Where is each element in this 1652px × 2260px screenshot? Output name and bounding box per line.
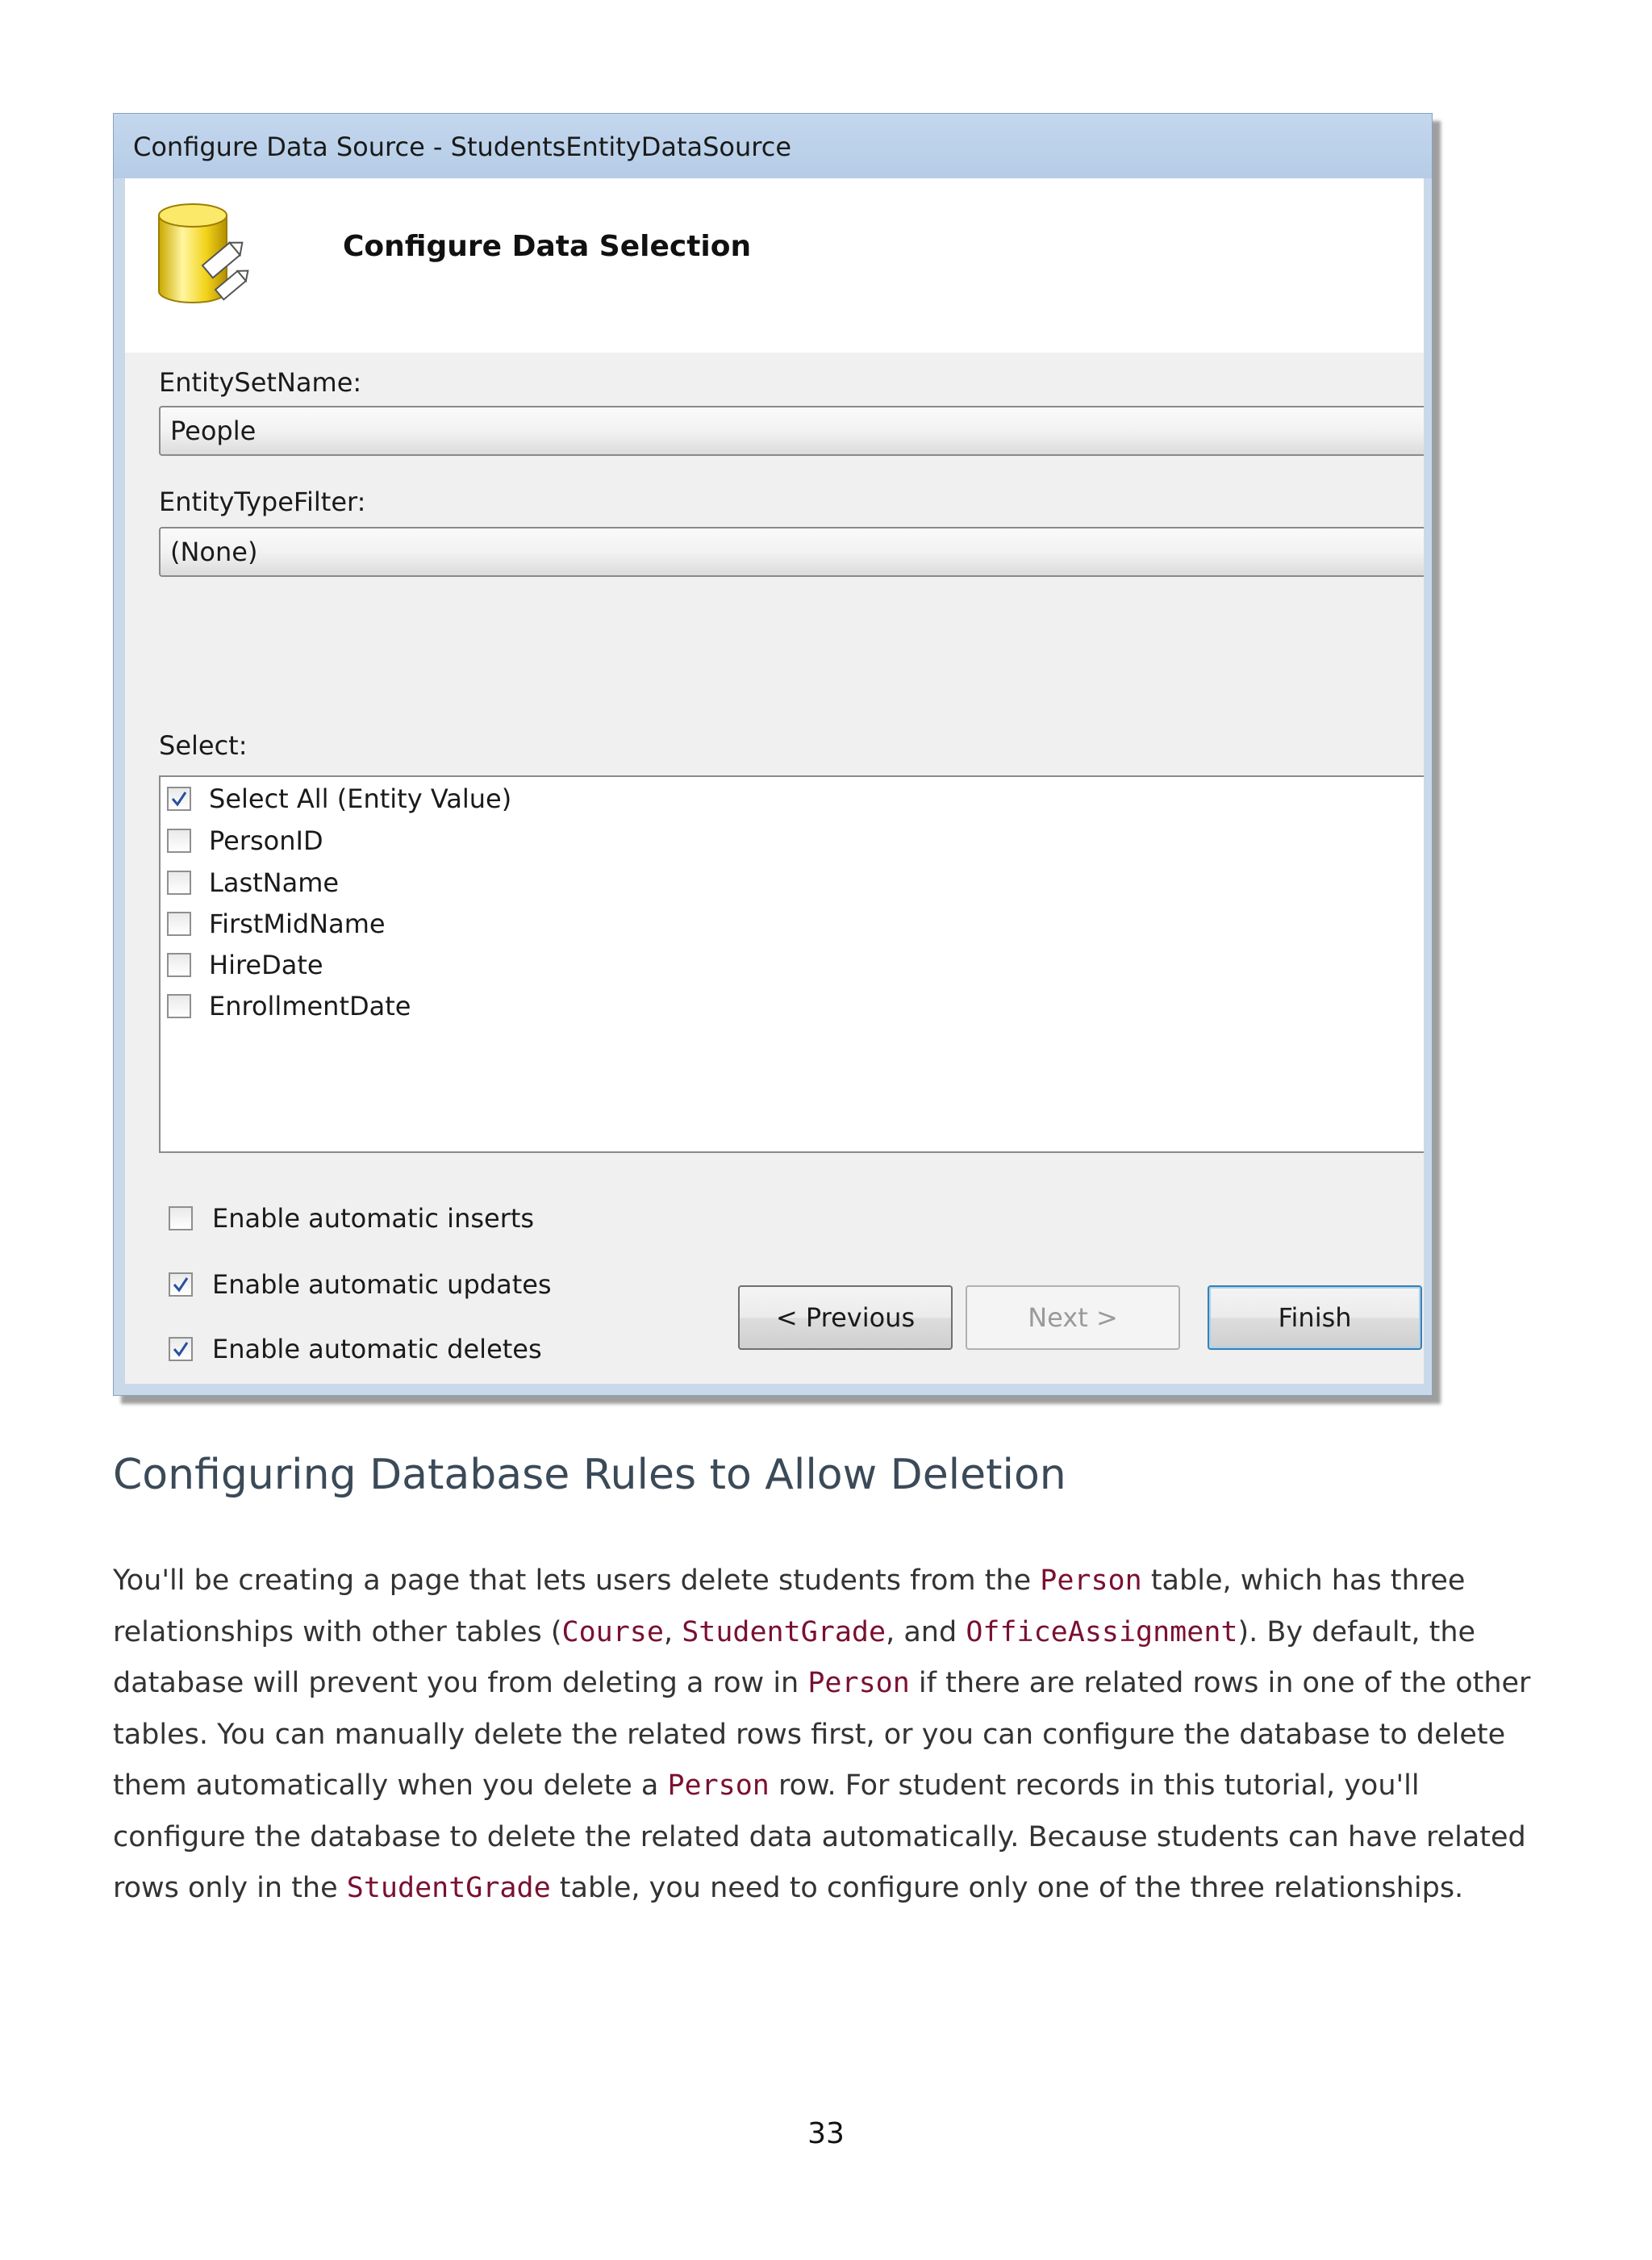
entity-type-value: (None) [170, 537, 258, 567]
dialog-title: Configure Data Source - StudentsEntityDataSource [133, 132, 792, 162]
list-item-label: HireDate [209, 950, 323, 980]
checkmark-icon [172, 1276, 190, 1293]
text-run: You'll be creating a page that lets users delete students from the [113, 1564, 1041, 1597]
page-number: 33 [807, 2117, 845, 2150]
checkbox[interactable] [167, 953, 191, 977]
entity-set-value: People [170, 416, 257, 446]
checkmark-icon [170, 790, 188, 808]
checkbox[interactable] [167, 787, 191, 811]
body-paragraph [113, 1556, 1549, 1915]
checkbox[interactable] [167, 912, 191, 936]
enable-inserts-label: Enable automatic inserts [212, 1203, 535, 1234]
code-course: Course [561, 1615, 664, 1648]
dialog-header [125, 178, 1424, 353]
entity-set-label: EntitySetName: [159, 367, 362, 398]
code-officeassignment: OfficeAssignment [966, 1615, 1238, 1648]
dialog-titlebar[interactable] [114, 114, 1432, 178]
checkbox[interactable] [167, 994, 191, 1018]
text-run: table, which has three relationships with other tables ( [113, 1564, 1466, 1648]
code-studentgrade: StudentGrade [682, 1615, 886, 1648]
entity-type-label: EntityTypeFilter: [159, 487, 366, 517]
entity-set-combobox[interactable] [159, 406, 1424, 456]
enable-inserts-checkbox[interactable] [169, 1206, 193, 1230]
database-icon [156, 196, 261, 317]
checkbox[interactable] [167, 871, 191, 895]
previous-button[interactable]: < Previous [738, 1285, 953, 1350]
text-run: , and [886, 1615, 966, 1648]
select-label: Select: [159, 730, 248, 761]
entity-type-combobox[interactable] [159, 527, 1424, 577]
list-item-label: EnrollmentDate [209, 991, 411, 1021]
finish-button[interactable]: Finish [1208, 1285, 1422, 1350]
text-run: table, you need to configure only one of the three relationships. [550, 1872, 1464, 1904]
list-item-label: FirstMidName [209, 909, 386, 939]
section-heading: Configuring Database Rules to Allow Deletion [113, 1451, 1066, 1499]
text-run: if there are related rows in one of the other tables. You can manually delete the related rows first, or you can configure the database to delete them automatically when you delete a [113, 1667, 1531, 1802]
select-listbox[interactable] [159, 775, 1424, 1153]
next-button[interactable]: Next > [966, 1285, 1180, 1350]
enable-updates-checkbox[interactable] [169, 1272, 193, 1297]
checkbox[interactable] [167, 829, 191, 853]
code-studentgrade: StudentGrade [346, 1872, 551, 1904]
list-item-label: Select All (Entity Value) [209, 783, 512, 814]
dialog-body [125, 353, 1424, 1384]
checkmark-icon [172, 1340, 190, 1358]
code-person: Person [667, 1769, 770, 1802]
text-run: ). By default, the database will prevent you from deleting a row in [113, 1615, 1476, 1699]
code-person: Person [807, 1667, 910, 1699]
list-item-label: LastName [209, 867, 340, 898]
list-item-label: PersonID [209, 825, 323, 856]
code-person: Person [1040, 1564, 1142, 1597]
header-title: Configure Data Selection [343, 230, 752, 263]
enable-updates-label: Enable automatic updates [212, 1269, 552, 1300]
text-run: , [663, 1615, 682, 1648]
enable-deletes-checkbox[interactable] [169, 1337, 193, 1361]
text-run: row. For student records in this tutorial, you'll configure the database to delete the related data automatically. Because students can have related rows only in the [113, 1769, 1526, 1904]
enable-deletes-label: Enable automatic deletes [212, 1334, 542, 1364]
configure-data-source-dialog [113, 113, 1433, 1396]
